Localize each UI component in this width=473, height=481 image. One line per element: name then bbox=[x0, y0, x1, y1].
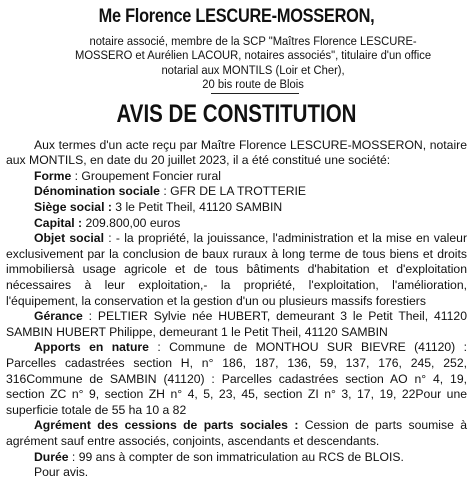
field-objet bbox=[6, 231, 467, 309]
objet-label: Objet social bbox=[34, 231, 104, 246]
agrement-value: Cession de parts soumise à agrément sauf entre associés, conjoints, ascendants et descendants. bbox=[6, 418, 467, 448]
field-gerance bbox=[6, 309, 467, 340]
field-siege bbox=[6, 200, 467, 216]
closing-text: Pour avis. bbox=[34, 465, 89, 480]
notary-name: Me Florence LESCURE-MOSSERON, bbox=[98, 6, 375, 27]
gerance-value: : PELTIER Sylvie née HUBERT, demeurant 3 le Petit Theil, 41120 SAMBIN HUBERT Philippe, demeurant 1 le Petit Theil, 41120 SAMBIN bbox=[6, 309, 467, 339]
header-divider bbox=[211, 93, 299, 94]
capital-label: Capital : bbox=[34, 215, 83, 230]
field-duree bbox=[6, 450, 467, 466]
intro-paragraph: Aux termes d'un acte reçu par Maître Florence LESCURE-MOSSERON, notaire aux MONTILS, en date du 20 juillet 2023, il a été constitué une société: bbox=[6, 137, 467, 168]
objet-value: : - la propriété, la jouissance, l'administration et la mise en valeur exclusivement par la conclusion de baux ruraux à long terme de tous biens et droits immobiliersà usage agricole et de tous bâtiments d'habitation et d'exploitation nécessaires à leur exploitation,- la propriété, l'exploitation, l'amélioration, l'équipement, la conservation et la gestion d'un ou plusieurs massifs forestiers bbox=[6, 231, 467, 308]
siege-label: Siège social : bbox=[34, 200, 112, 214]
gerance-label: Gérance bbox=[34, 309, 83, 324]
field-capital bbox=[6, 216, 467, 232]
agrement-label: Agrément des cessions de parts sociales : bbox=[34, 418, 299, 433]
duree-label: Durée bbox=[34, 449, 69, 464]
forme-value: : Groupement Foncier rural bbox=[71, 168, 221, 183]
notice-title: AVIS DE CONSTITUTION bbox=[116, 99, 357, 128]
field-forme bbox=[6, 169, 467, 185]
apports-label: Apports en nature bbox=[34, 340, 149, 355]
field-apports bbox=[6, 340, 467, 418]
notary-details: notaire associé, membre de la SCP "Maîtres Florence LESCURE-MOSSERO et Aurélien LACOUR, notaires associés", titulaire d'un office notarial aux MONTILS (Loir et Cher), bbox=[74, 34, 432, 77]
field-denomination bbox=[6, 184, 467, 200]
siege-value: 3 le Petit Theil, 41120 SAMBIN bbox=[111, 200, 283, 214]
forme-label: Forme bbox=[34, 168, 72, 183]
field-agrement bbox=[6, 418, 467, 449]
apports-value: : Commune de MONTHOU SUR BIEVRE (41120) : Parcelles cadastrées section H, n° 186, 187, 136, 59, 137, 176, 245, 252, 316Commune de SAMBIN (41120) : Parcelles cadastrées section AO n° 4, 19, section ZC n° 9, section ZH n° 4, 5, 23, 45, section ZI n° 3, 17, 19, 22Pour une superficie totale de 55 ha 10 a 82 bbox=[6, 340, 467, 417]
denomination-value: : GFR DE LA TROTTERIE bbox=[159, 184, 307, 199]
capital-value: 209.800,00 euros bbox=[82, 215, 181, 230]
notary-address: 20 bis route de Blois bbox=[202, 77, 304, 92]
duree-value: : 99 ans à compter de son immatriculation au RCS de BLOIS. bbox=[68, 449, 404, 464]
denomination-label: Dénomination sociale bbox=[34, 184, 160, 199]
notice-body bbox=[6, 138, 467, 481]
